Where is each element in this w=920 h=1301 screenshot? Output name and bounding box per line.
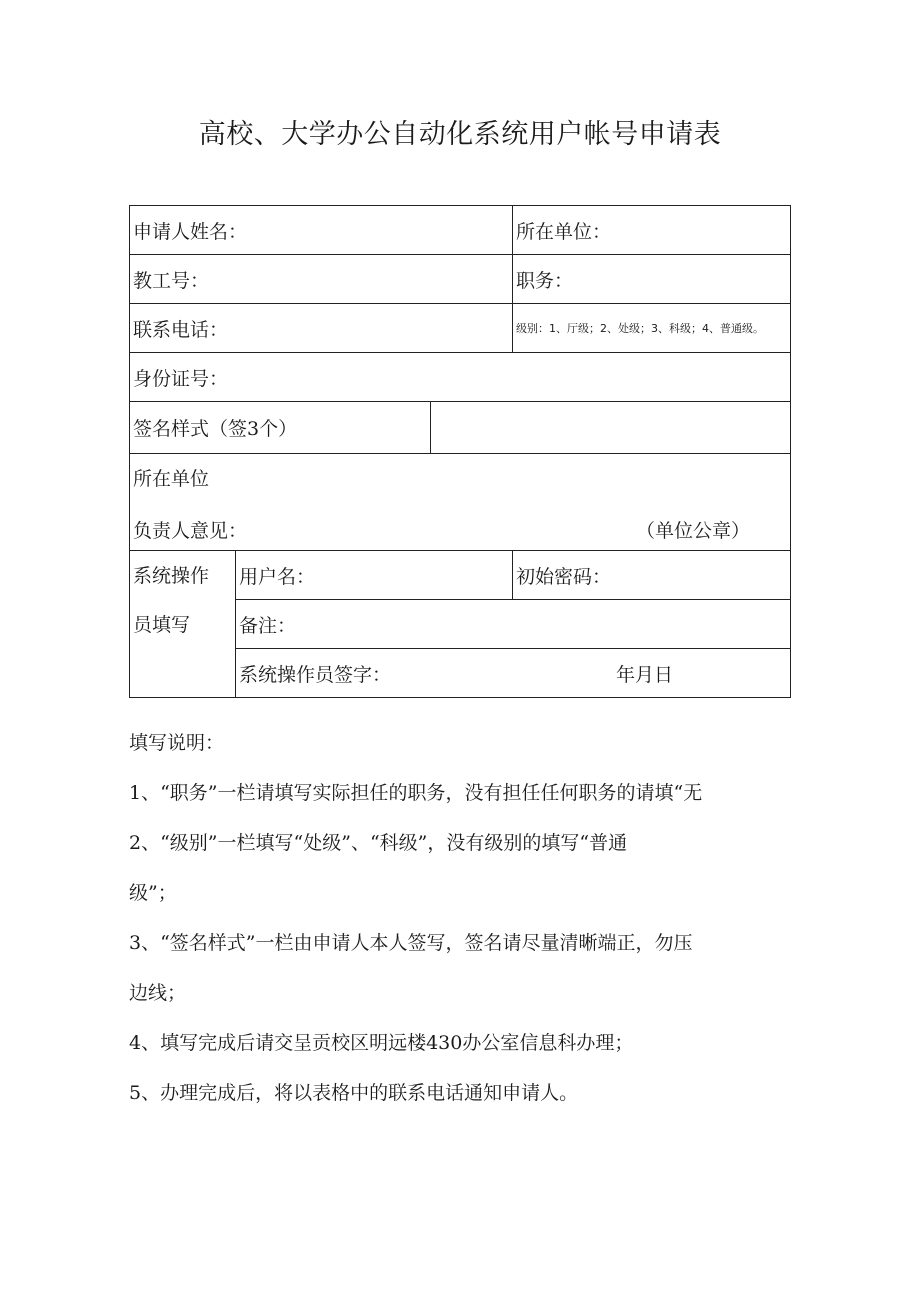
table-row (130, 304, 791, 353)
level-field[interactable]: 级别：1、厅级；2、处级；3、科级；4、普通级。 (513, 304, 791, 353)
unit-head-opinion-field[interactable] (130, 454, 791, 551)
instructions (129, 718, 799, 1118)
instruction-item: 1、“职务”一栏请填写实际担任的职务，没有担任任何职务的请填“无 (129, 782, 703, 804)
signature-sample-field[interactable] (431, 402, 791, 454)
position-field[interactable]: 职务： (513, 255, 791, 304)
instruction-item: 3、“签名样式”一栏由申请人本人签写，签名请尽量清晰端正，勿压 (129, 932, 693, 954)
initial-password-field[interactable]: 初始密码： (513, 551, 791, 600)
page-title: 高校、大学办公自动化系统用户帐号申请表 (198, 119, 722, 150)
operator-label-line2: 员填写 (133, 614, 191, 636)
table-row (130, 551, 791, 600)
signature-sample-label: 签名样式（签3个） (130, 402, 431, 454)
remarks-field[interactable]: 备注： (236, 600, 791, 649)
table-row (130, 206, 791, 255)
instructions-heading: 填写说明： (129, 732, 225, 754)
application-form-table (129, 205, 791, 698)
phone-field[interactable]: 联系电话： (130, 304, 513, 353)
unit-field[interactable]: 所在单位： (513, 206, 791, 255)
instruction-item: 2、“级别”一栏填写“处级”、“科级”，没有级别的填写“普通 (129, 832, 628, 854)
table-row (130, 353, 791, 402)
table-row (130, 255, 791, 304)
instruction-item: 级”； (129, 882, 177, 904)
operator-signature-field[interactable] (236, 649, 791, 698)
id-number-field[interactable]: 身份证号： (130, 353, 791, 402)
unit-head-label-line2: 负责人意见： (133, 520, 248, 542)
operator-signature-label: 系统操作员签字： (239, 663, 392, 686)
unit-seal-label: （单位公章） (636, 520, 751, 542)
table-row (130, 402, 791, 454)
instruction-item: 5、办理完成后，将以表格中的联系电话通知申请人。 (129, 1082, 579, 1104)
instruction-item: 4、填写完成后请交呈贡校区明远楼430办公室信息科办理； (129, 1032, 634, 1054)
staff-id-field[interactable]: 教工号： (130, 255, 513, 304)
applicant-name-field[interactable]: 申请人姓名： (130, 206, 513, 255)
operator-section-label (130, 551, 236, 698)
date-label: 年月日 (616, 663, 674, 686)
table-row (130, 454, 791, 551)
operator-label-line1: 系统操作 (133, 565, 210, 587)
username-field[interactable]: 用户名： (236, 551, 513, 600)
instruction-item: 边线； (129, 982, 187, 1004)
unit-head-label-line1: 所在单位 (133, 468, 210, 490)
